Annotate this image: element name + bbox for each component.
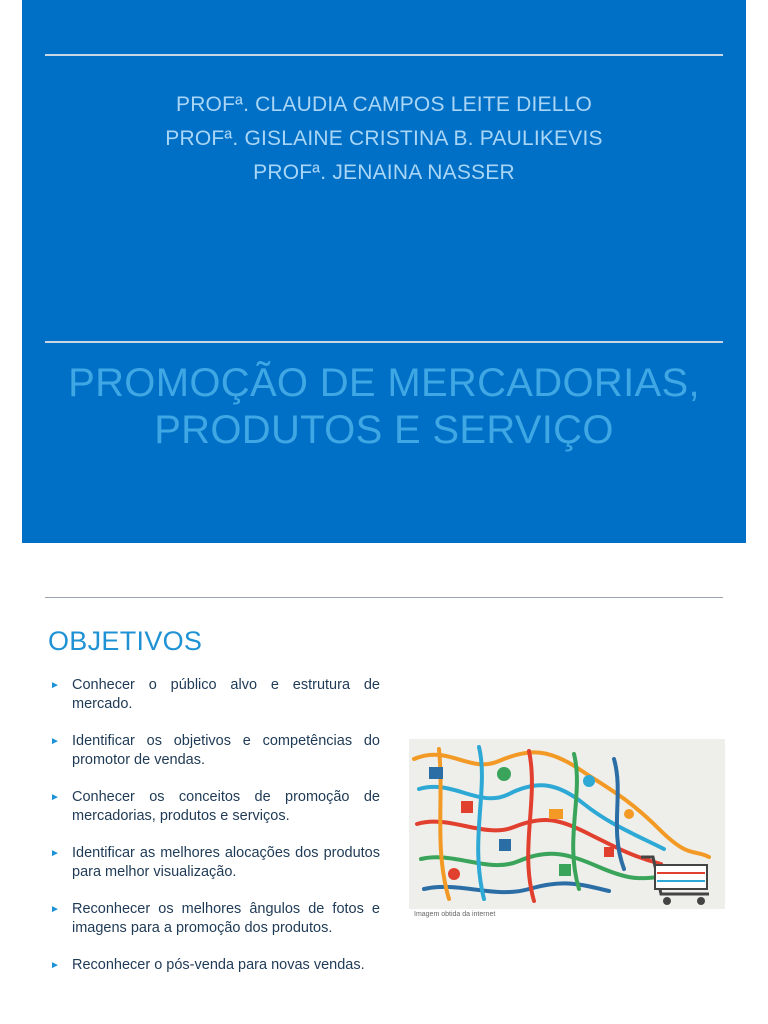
objectives-heading: OBJETIVOS [48,626,203,656]
title-slide [22,0,746,543]
author-3: PROFª. JENAINA NASSER [253,161,515,184]
section-divider [45,597,723,598]
bullet-arrow-icon: ► [50,680,60,691]
slide-title-line-2: PRODUTOS E SERVIÇO [154,408,614,452]
list-item [48,788,380,826]
list-item [48,676,380,714]
slide-title [22,360,746,454]
bullet-arrow-icon: ► [50,960,60,971]
objective-text: Reconhecer os melhores ângulos de fotos e imagens para a promoção dos produtos. [72,901,380,936]
image-caption: Imagem obtida da internet [414,911,496,918]
author-list [22,88,746,190]
bullet-arrow-icon: ► [50,904,60,915]
objective-text: Conhecer os conceitos de promoção de mercadorias, produtos e serviços. [72,789,380,824]
slide-title-line-1: PROMOÇÃO DE MERCADORIAS, [68,361,700,405]
author-2: PROFª. GISLAINE CRISTINA B. PAULIKEVIS [165,127,603,150]
list-item [48,732,380,770]
objective-text: Conhecer o público alvo e estrutura de mercado. [72,677,380,712]
list-item [48,900,380,938]
objective-text: Identificar os objetivos e competências do promotor de vendas. [72,733,380,768]
bullet-arrow-icon: ► [50,736,60,747]
objective-text: Identificar as melhores alocações dos produtos para melhor visualização. [72,845,380,880]
bullet-arrow-icon: ► [50,792,60,803]
bullet-arrow-icon: ► [50,848,60,859]
author-1: PROFª. CLAUDIA CAMPOS LEITE DIELLO [175,93,592,116]
objective-text: Reconhecer o pós-venda para novas vendas. [72,957,365,973]
top-divider [45,54,723,56]
list-item [48,956,380,975]
ecommerce-illustration [409,739,725,909]
list-item [48,844,380,882]
objectives-list [48,676,380,993]
title-divider [45,341,723,343]
